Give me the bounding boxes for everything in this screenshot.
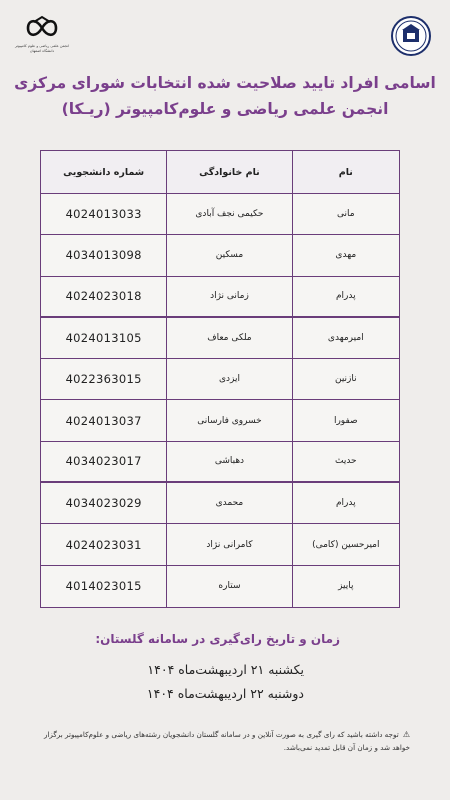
cell-id: 4034023017 [65,454,142,469]
title-line-1: اسامی افراد تایید صلاحیت شده انتخابات شورای مرکزی [14,74,436,92]
cell-id: 4024023018 [65,289,142,304]
cell-name: پدرام [292,277,399,316]
table-row [41,359,399,400]
header-name: نام [292,151,399,193]
cell-family: حکیمی نجف آبادی [166,194,291,234]
cell-name: پاییز [292,566,399,607]
cell-id: 4024023031 [65,537,142,552]
cell-family: دهباشی [166,442,291,481]
cell-id: 4034023029 [65,496,142,511]
cell-name: حدیث [292,442,399,481]
cell-family: ستاره [166,566,291,607]
warning-icon: ⚠ [402,730,410,739]
table-row [41,483,399,524]
infinity-knot-icon [25,14,59,42]
cell-name: امیرحسین (کامی) [292,524,399,564]
notice-text: توجه داشته باشید که رای گیری به صورت آنلاین و در سامانه گلستان دانشجویان رشته‌های ریاضی و علوم‌کامپیوتر برگزار خواهد شد و زمان آن قابل تمدید نمی‌باشد. [43,730,410,752]
table-header-row [41,151,399,194]
cell-id: 4014023015 [65,579,142,594]
cell-family: زمانی نژاد [166,277,291,316]
vote-schedule-title: زمان و تاریخ رای‌گیری در سامانه گلستان: [95,632,340,646]
university-seal-icon [390,14,432,58]
cell-name: نازنین [292,359,399,399]
cell-family: مسکین [166,235,291,275]
cell-name: امیرمهدی [292,318,399,358]
table-row [41,400,399,441]
header-id: شماره دانشجویی [63,166,145,178]
table-row [41,524,399,565]
cell-family: ایزدی [166,359,291,399]
cell-name: مهدی [292,235,399,275]
university-emblem [390,14,432,58]
cell-id: 4024013037 [65,413,142,428]
vote-date-1: یکشنبه ۲۱ اردیبهشت‌ماه ۱۴۰۴ [147,662,304,677]
table-row [41,277,399,318]
table-row [41,566,399,607]
cell-name: پدرام [292,483,399,523]
page-title [10,72,440,120]
candidates-table [40,150,400,608]
vote-date-2: دوشنبه ۲۲ اردیبهشت‌ماه ۱۴۰۴ [146,686,304,701]
table-row [41,235,399,276]
notice [40,728,410,754]
cell-id: 4024013105 [65,331,142,346]
cell-id: 4022363015 [65,372,142,387]
table-row [41,318,399,359]
title-line-2: انجمن علمی ریاضی و علوم‌کامپیوتر (ریـکا) [61,100,389,118]
table-row [41,442,399,483]
cell-family: کامرانی نژاد [166,524,291,564]
cell-family: محمدی [166,483,291,523]
cell-family: ملکی معاف [166,318,291,358]
cell-name: صفورا [292,400,399,440]
header [0,14,450,64]
cell-id: 4024013033 [65,207,142,222]
header-family: نام خانوادگی [166,151,291,193]
cell-id: 4034013098 [65,248,142,263]
rika-logo [14,14,70,54]
cell-name: مانی [292,194,399,234]
table-row [41,194,399,235]
logo-caption: انجمن علمی ریاضی و علوم کامپیوتر دانشگاه اصفهان [14,44,70,53]
cell-family: خسروی فارسانی [166,400,291,440]
